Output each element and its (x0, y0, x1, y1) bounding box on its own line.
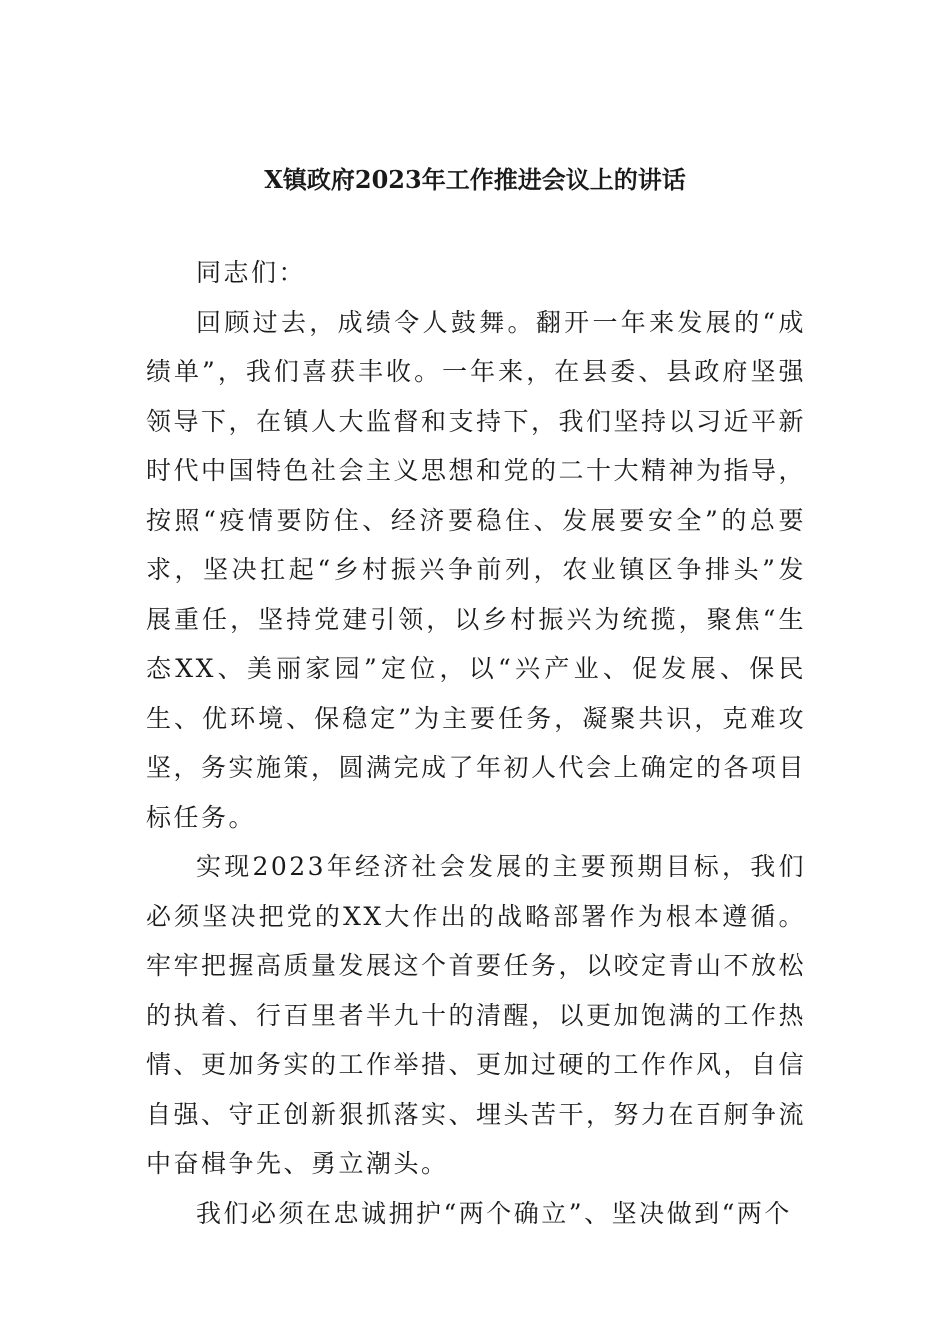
document-title: X镇政府2023年工作推进会议上的讲话 (264, 165, 686, 194)
paragraph-2: 实现2023年经济社会发展的主要预期目标，我们必须坚决把党的XX大作出的战略部署作为根本遵循。牢牢把握高质量发展这个首要任务，以咬定青山不放松的执着、行百里者半九十的清醒，以更加饱满的工作热情、更加务实的工作举措、更加过硬的工作作风，自信自强、守正创新狠抓落实、埋头苦干，努力在百舸争流中奋楫争先、勇立潮头。 (146, 852, 807, 1178)
salutation: 同志们： (196, 258, 307, 287)
paragraph-1: 回顾过去，成绩令人鼓舞。翻开一年来发展的“成绩单”，我们喜获丰收。一年来，在县委、县政府坚强领导下，在镇人大监督和支持下，我们坚持以习近平新时代中国特色社会主义思想和党的二十大精神为指导，按照“疫情要防住、经济要稳住、发展要安全”的总要求，坚决扛起“乡村振兴争前列，农业镇区争排头”发展重任，坚持党建引领，以乡村振兴为统揽，聚焦“生态XX、美丽家园”定位，以“兴产业、促发展、保民生、优环境、保稳定”为主要任务，凝聚共识，克难攻坚，务实施策，圆满完成了年初人代会上确定的各项目标任务。 (146, 307, 807, 832)
document-body (146, 248, 806, 1238)
paragraph-3: 我们必须在忠诚拥护“两个确立”、坚决做到“两个 (196, 1198, 792, 1228)
